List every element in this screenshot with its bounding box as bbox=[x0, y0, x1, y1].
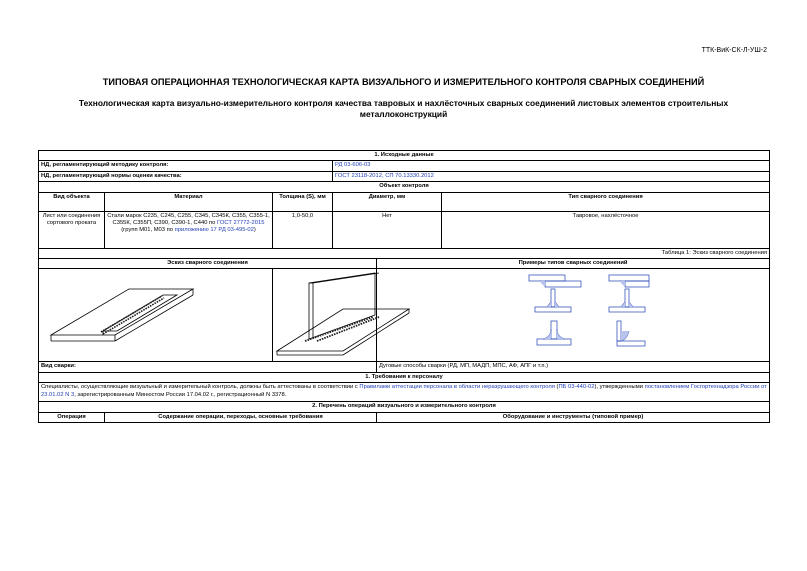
examples-heading: Примеры типов сварных соединений bbox=[377, 259, 770, 269]
section2-heading-row bbox=[39, 402, 770, 412]
nd-norms-link[interactable]: ГОСТ 23118-2012, СП 70.13330.2012 bbox=[333, 171, 770, 181]
lap-joint-sketch bbox=[39, 269, 273, 362]
personnel-heading-row bbox=[39, 372, 770, 382]
personnel-text-row bbox=[39, 383, 770, 402]
material-cell bbox=[105, 211, 273, 248]
material-groups-text: (групп М01, М03 по bbox=[121, 227, 173, 234]
material-text: Стали марок С235, С245, С255, С345, С345К, С355, С355-1, С355К, С355П, С390, С390-1, С440 по bbox=[107, 212, 270, 227]
lap-joint-sketch-icon bbox=[45, 269, 197, 361]
weld-kind-label: Вид сварки: bbox=[39, 362, 377, 372]
nd-norms-label: НД, регламентирующий нормы оценки качества: bbox=[39, 171, 333, 181]
sketch-heading: Эскиз сварного соединения bbox=[39, 259, 377, 269]
table-caption-row bbox=[39, 248, 770, 258]
section1-heading-row bbox=[39, 151, 770, 161]
personnel-heading: 1. Требования к персоналу bbox=[39, 372, 770, 382]
diameter-cell: Нет bbox=[333, 211, 442, 248]
weld-kind-row bbox=[39, 362, 770, 372]
nd-method-label: НД, регламентирующий методику контроля: bbox=[39, 161, 333, 171]
document-title: ТИПОВАЯ ОПЕРАЦИОННАЯ ТЕХНОЛОГИЧЕСКАЯ КАРТА ВИЗУАЛЬНОГО И ИЗМЕРИТЕЛЬНОГО КОНТРОЛЯ СВАРНЫХ СОЕДИНЕНИЙ bbox=[102, 77, 705, 87]
document-subtitle: Технологическая карта визуально-измерительного контроля качества тавровых и нахлёсточных сварных соединений листовых элементов строительных металлоконструкций bbox=[78, 98, 729, 119]
object-heading-row bbox=[39, 182, 770, 192]
rd-appendix-link[interactable]: приложению 17 РД 03-495-02 bbox=[174, 227, 254, 234]
section2-heading: 2. Перечень операций визуального и измерительного контроля bbox=[39, 402, 770, 412]
gosgortekhnadzor-link[interactable]: постановлением Госгортехнадзора России от 23.01.02 N 3 bbox=[41, 384, 767, 398]
personnel-text-start: Специалисты, осуществляющие визуальный и измерительный контроль, должны быть аттестованы в соответствии с bbox=[41, 384, 358, 391]
tee-joint-sketch bbox=[273, 269, 377, 362]
weld-examples bbox=[377, 269, 770, 362]
control-card-table bbox=[38, 150, 770, 423]
nd-method-link[interactable]: РД 03-606-03 bbox=[333, 161, 770, 171]
header-diameter: Диаметр, мм bbox=[333, 192, 442, 211]
header-equipment: Оборудование и инструменты (типовой пример) bbox=[377, 412, 770, 422]
personnel-text bbox=[39, 383, 770, 402]
sketch-heading-row bbox=[39, 259, 770, 269]
document-code: ТТК-ВиК-СК-Л-УШ-2 bbox=[701, 47, 767, 54]
attestation-rules-link[interactable]: Правилами аттестации персонала в области неразрушающего контроля bbox=[359, 384, 555, 391]
object-type-cell: Лист или соединения сортового проката bbox=[39, 211, 105, 248]
header-material: Материал bbox=[105, 192, 273, 211]
gost-27772-link[interactable]: ГОСТ 27772-2015 bbox=[217, 220, 265, 227]
header-joint-type: Тип сварного соединения bbox=[442, 192, 770, 211]
thickness-cell: 1,0-50,0 bbox=[273, 211, 333, 248]
personnel-text-mid: ), утвержденными bbox=[594, 384, 643, 391]
header-operation-content: Содержание операции, переходы, основные требования bbox=[105, 412, 377, 422]
personnel-text-end: , зарегистрированным Минюстом России 17.04.02 г., регистрационный N 3378. bbox=[74, 391, 287, 398]
header-object-type: Вид объекта bbox=[39, 192, 105, 211]
material-close-paren: ) bbox=[253, 227, 256, 234]
object-data-row bbox=[39, 211, 770, 248]
weld-examples-icon bbox=[377, 269, 707, 361]
table-caption: Таблица 1: Эскиз сварного соединения bbox=[39, 248, 770, 258]
object-header-row bbox=[39, 192, 770, 211]
nd-norms-row bbox=[39, 171, 770, 181]
object-heading: Объект контроля bbox=[39, 182, 770, 192]
section2-header-row bbox=[39, 412, 770, 422]
joint-type-cell: Тавровое, нахлёсточное bbox=[442, 211, 770, 248]
header-operation: Операция bbox=[39, 412, 105, 422]
personnel-paren-open: ( bbox=[556, 384, 559, 391]
header-thickness: Толщина (S), мм bbox=[273, 192, 333, 211]
section1-heading: 1. Исходные данные bbox=[39, 151, 770, 161]
nd-method-row bbox=[39, 161, 770, 171]
sketch-row bbox=[39, 269, 770, 362]
pb-03-440-link[interactable]: ПБ 03-440-02 bbox=[558, 384, 595, 391]
weld-kind-value: Дуговые способы сварки (РД, МП, МАДП, МПС, АФ, АПГ и т.п.) bbox=[377, 362, 770, 372]
